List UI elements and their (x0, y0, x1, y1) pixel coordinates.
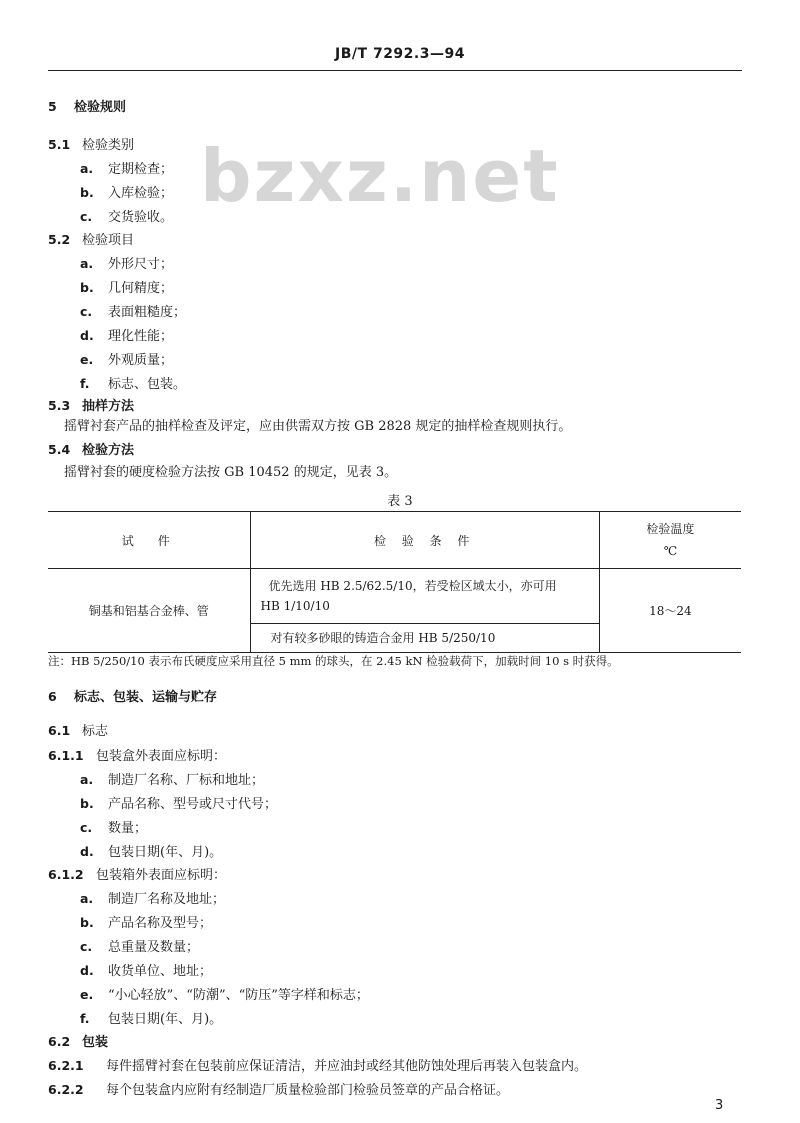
list-item: a. 制造厂名称及地址； (80, 891, 226, 907)
section-number: 6.2 (48, 1034, 71, 1049)
section-title: 包装箱外表面应标明： (96, 868, 227, 883)
list-item: d. 收货单位、地址； (80, 963, 213, 979)
section-title: 抽样方法 (82, 399, 135, 414)
list-item: e. “小心轻放”、“防潮”、“防压”等字样和标志； (80, 987, 369, 1003)
section-number: 5.3 (48, 398, 71, 413)
section-6-1-2-heading (48, 866, 226, 885)
section-title: 检验项目 (82, 233, 135, 248)
list-item: c. 总重量及数量； (80, 939, 200, 955)
section-title: 标志 (82, 724, 109, 739)
list-item: f. 包装日期(年、月)。 (80, 1011, 223, 1027)
list-item: b. 入库检验； (80, 185, 174, 201)
cell-condition-2: 对有较多砂眼的铸造合金用 HB 5/250/10 (250, 624, 599, 653)
section-number: 6.1.2 (48, 867, 84, 882)
column-header-specimen: 试 件 (48, 512, 250, 569)
list-item: c. 表面粗糙度； (80, 304, 187, 320)
section-title: 检验方法 (82, 443, 135, 458)
section-5-1-heading (48, 136, 134, 155)
column-header-temperature: 检验温度 ℃ (599, 512, 741, 569)
standard-code: JB/T 7292.3—94 (335, 46, 465, 62)
page-number: 3 (715, 1098, 724, 1113)
list-item: b. 产品名称、型号或尺寸代号； (80, 796, 278, 812)
section-6-2-2 (48, 1081, 509, 1100)
section-6-2-heading (48, 1033, 108, 1052)
section-title: 标志、包装、运输与贮存 (74, 690, 218, 705)
table-caption: 表 3 (387, 494, 413, 509)
section-title: 包装盒外表面应标明： (96, 749, 227, 764)
section-number: 6.1 (48, 723, 71, 738)
section-number: 6.2.2 (48, 1082, 84, 1097)
paragraph: 每件摇臂衬套在包装前应保证清洁，并应油封或经其他防蚀处理后再装入包装盒内。 (106, 1059, 588, 1074)
section-6-1-1-heading (48, 747, 226, 766)
list-item: b. 产品名称及型号； (80, 915, 213, 931)
paragraph: 摇臂衬套产品的抽样检查及评定，应由供需双方按 GB 2828 规定的抽样检查规则执行。 (64, 419, 572, 434)
section-number: 5.1 (48, 137, 71, 152)
section-title: 检验类别 (82, 138, 135, 153)
section-title: 检验规则 (74, 100, 127, 115)
section-5-3-heading (48, 397, 134, 416)
section-6-1-heading (48, 722, 108, 741)
section-number: 6.2.1 (48, 1058, 84, 1073)
section-number: 6.1.1 (48, 748, 84, 763)
section-5-2-heading (48, 231, 134, 250)
section-5-heading (48, 98, 126, 117)
paragraph: 摇臂衬套的硬度检验方法按 GB 10452 的规定，见表 3。 (64, 465, 398, 480)
section-title: 包装 (82, 1035, 109, 1050)
column-header-condition: 检 验 条 件 (250, 512, 599, 569)
section-number: 5.4 (48, 442, 71, 457)
list-item: e. 外观质量； (80, 352, 174, 368)
table-3 (48, 511, 741, 653)
list-item: d. 包装日期(年、月)。 (80, 844, 223, 860)
paragraph: 每个包装盒内应附有经制造厂质量检验部门检验员签章的产品合格证。 (106, 1083, 510, 1098)
table-note: 注：HB 5/250/10 表示布氏硬度应采用直径 5 mm 的球头，在 2.45 kN 检验载荷下，加载时间 10 s 时获得。 (48, 654, 619, 668)
section-6-heading (48, 688, 217, 707)
list-item: a. 定期检查； (80, 161, 174, 177)
list-item: d. 理化性能； (80, 328, 174, 344)
list-item: a. 外形尺寸； (80, 256, 174, 272)
section-6-2-1 (48, 1057, 587, 1076)
header-rule (48, 70, 742, 71)
list-item: f. 标志、包装。 (80, 376, 187, 392)
section-number: 5 (48, 99, 57, 114)
section-number: 5.2 (48, 232, 71, 247)
watermark: bzxz.net (200, 134, 560, 218)
list-item: a. 制造厂名称、厂标和地址； (80, 772, 265, 788)
section-5-4-heading (48, 441, 134, 460)
table-row (48, 569, 741, 624)
list-item: c. 交货验收。 (80, 209, 174, 225)
list-item: b. 几何精度； (80, 280, 174, 296)
cell-specimen: 铜基和铝基合金棒、管 (48, 569, 250, 653)
list-item: c. 数量； (80, 820, 148, 836)
table-header-row (48, 512, 741, 569)
cell-temperature: 18～24 (599, 569, 741, 653)
cell-condition-1: 优先选用 HB 2.5/62.5/10，若受检区域太小，亦可用 HB 1/10/10 (250, 569, 599, 624)
section-number: 6 (48, 689, 57, 704)
